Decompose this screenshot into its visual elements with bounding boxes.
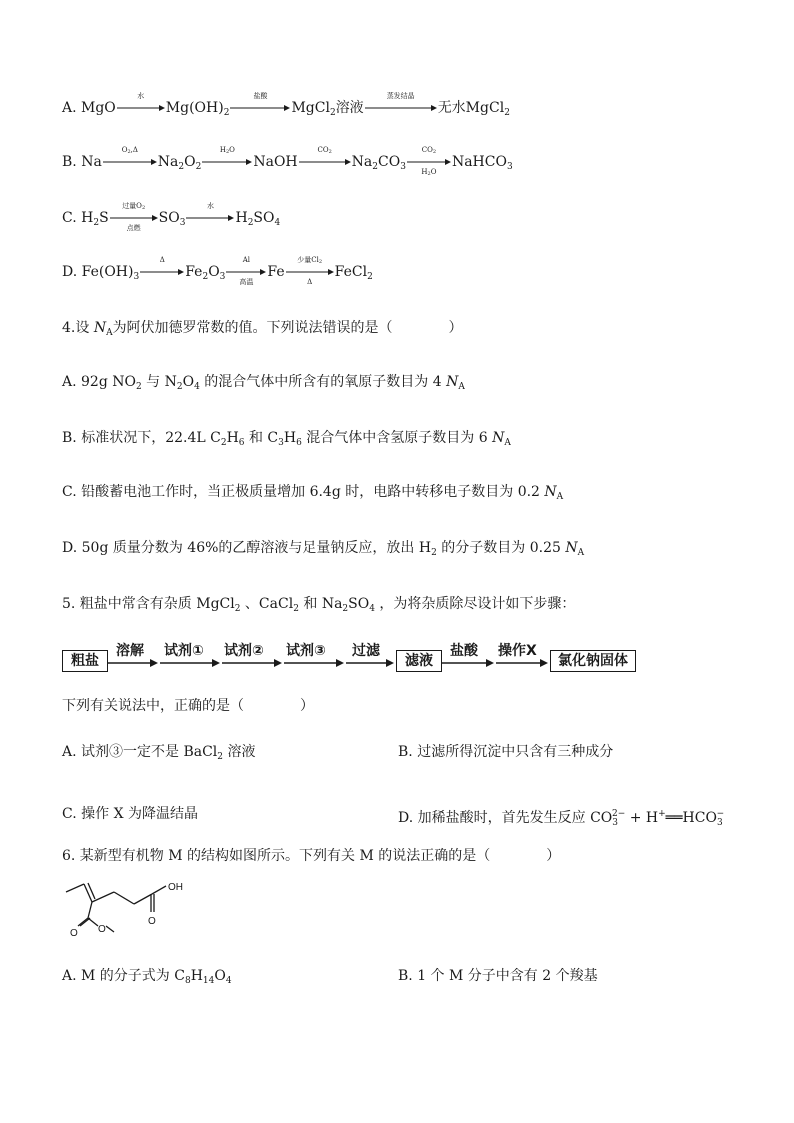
flow-box-filtrate: 滤液 (396, 650, 442, 672)
ester-carbonyl-oxygen-label: O (70, 928, 78, 939)
q3-option-c[interactable]: C. $H_2S$ 过量$O_2$ 点燃 $SO_3$ 水 $H_2SO_4$ (62, 202, 281, 232)
q4-option-c[interactable]: C. 铅酸蓄电池工作时，当正极质量增加 6.4g 时，电路中转移电子数目为 0.2 $N_A$ (62, 484, 564, 502)
flow-label: 过滤 (352, 643, 380, 659)
ester-oxygen-label: O (98, 924, 106, 935)
q4-stem: 4.设 $N_A$为阿伏加德罗常数的值。下列说法错误的是（ ） (62, 320, 463, 338)
flow-arrow (222, 659, 282, 667)
q3-option-b[interactable]: B. Na $O_2,\Delta$ $Na_2O_2$ $H_2O$ NaOH $CO_2$ $Na_2CO_3$ $CO_2$ $H_2O$ NaHCO$_3$ (62, 146, 513, 177)
flow-arrow (284, 659, 344, 667)
q5-question: 下列有关说法中，正确的是（ ） (62, 698, 314, 714)
reaction-arrow: $O_2,\Delta$ (103, 158, 157, 166)
q4-option-d[interactable]: D. 50g 质量分数为 46%的乙醇溶液与足量钠反应，放出 $H_2$ 的分子数目为 0.25 $N_A$ (62, 540, 585, 558)
flow-arrow (442, 659, 494, 667)
reaction-arrow: $H_2O$ (202, 158, 252, 166)
flow-box-nacl-solid: 氯化钠固体 (550, 650, 636, 672)
q5-stem: 5. 粗盐中常含有杂质 MgCl$_2$ 、CaCl$_2$ 和 $Na_2SO_4$ ，为将杂质除尽设计如下步骤： (62, 596, 576, 614)
q6-option-a[interactable]: A. M 的分子式为 $C_8H_{14}O_4$ (62, 968, 232, 986)
flow-arrow (108, 659, 158, 667)
flow-arrow (160, 659, 220, 667)
carbonyl-oxygen-label: O (148, 916, 156, 927)
purification-flowchart (62, 640, 642, 676)
q5-option-c[interactable]: C. 操作 X 为降温结晶 (62, 806, 198, 822)
q3-option-a[interactable]: A. MgO 水 $Mg(OH)_2$ 盐酸 MgCl$_2$溶液 蒸发结晶 无水MgCl$_2$ (62, 92, 510, 118)
q4-option-b[interactable]: B. 标准状况下，22.4L $C_2H_6$ 和 $C_3H_6$ 混合气体中含氢原子数目为 6 $N_A$ (62, 430, 511, 448)
flow-label: 试剂① (164, 643, 204, 659)
reaction-arrow: $CO_2$ $H_2O$ (407, 158, 451, 166)
q5-option-b[interactable]: B. 过滤所得沉淀中只含有三种成分 (398, 744, 614, 760)
q3-option-d[interactable]: D. $Fe(OH)_3$ Δ $Fe_2O_3$ Al 高温 Fe 少量$Cl_2$ Δ FeCl$_2$ (62, 256, 373, 286)
reaction-arrow: 蒸发结晶 (365, 104, 437, 112)
flow-label: 溶解 (116, 643, 144, 659)
flow-label: 操作X (498, 643, 537, 659)
oh-label: OH (168, 882, 183, 893)
q5-option-a[interactable]: A. 试剂③一定不是 BaCl$_2$ 溶液 (62, 744, 256, 762)
q6-option-b[interactable]: B. 1 个 M 分子中含有 2 个羧基 (398, 968, 598, 984)
flow-arrow (496, 659, 548, 667)
reaction-arrow: 盐酸 (230, 104, 290, 112)
reaction-arrow: 过量$O_2$ 点燃 (110, 214, 158, 222)
reaction-arrow: 少量$Cl_2$ Δ (286, 268, 334, 276)
q4-option-a[interactable]: A. 92g $NO_2$ 与 $N_2O_4$ 的混合气体中所含有的氧原子数目为 4 $N_A$ (62, 374, 465, 392)
reaction-arrow: $CO_2$ (299, 158, 351, 166)
reaction-arrow: Δ (140, 268, 184, 276)
molecule-structure-m (62, 880, 202, 946)
reaction-arrow: 水 (117, 104, 165, 112)
flow-box-crude-salt: 粗盐 (62, 650, 108, 672)
flow-label: 盐酸 (450, 643, 478, 659)
q6-stem: 6. 某新型有机物 M 的结构如图所示。下列有关 M 的说法正确的是（ ） (62, 848, 561, 864)
flow-label: 试剂③ (286, 643, 326, 659)
q5-option-d[interactable]: D. 加稀盐酸时，首先发生反应 $CO_3^{2-}$ + $H^+══HCO_3^-$ (398, 809, 725, 828)
flow-arrow (346, 659, 394, 667)
reaction-arrow: Al 高温 (226, 268, 266, 276)
reaction-arrow: 水 (186, 214, 234, 222)
flow-label: 试剂② (224, 643, 264, 659)
